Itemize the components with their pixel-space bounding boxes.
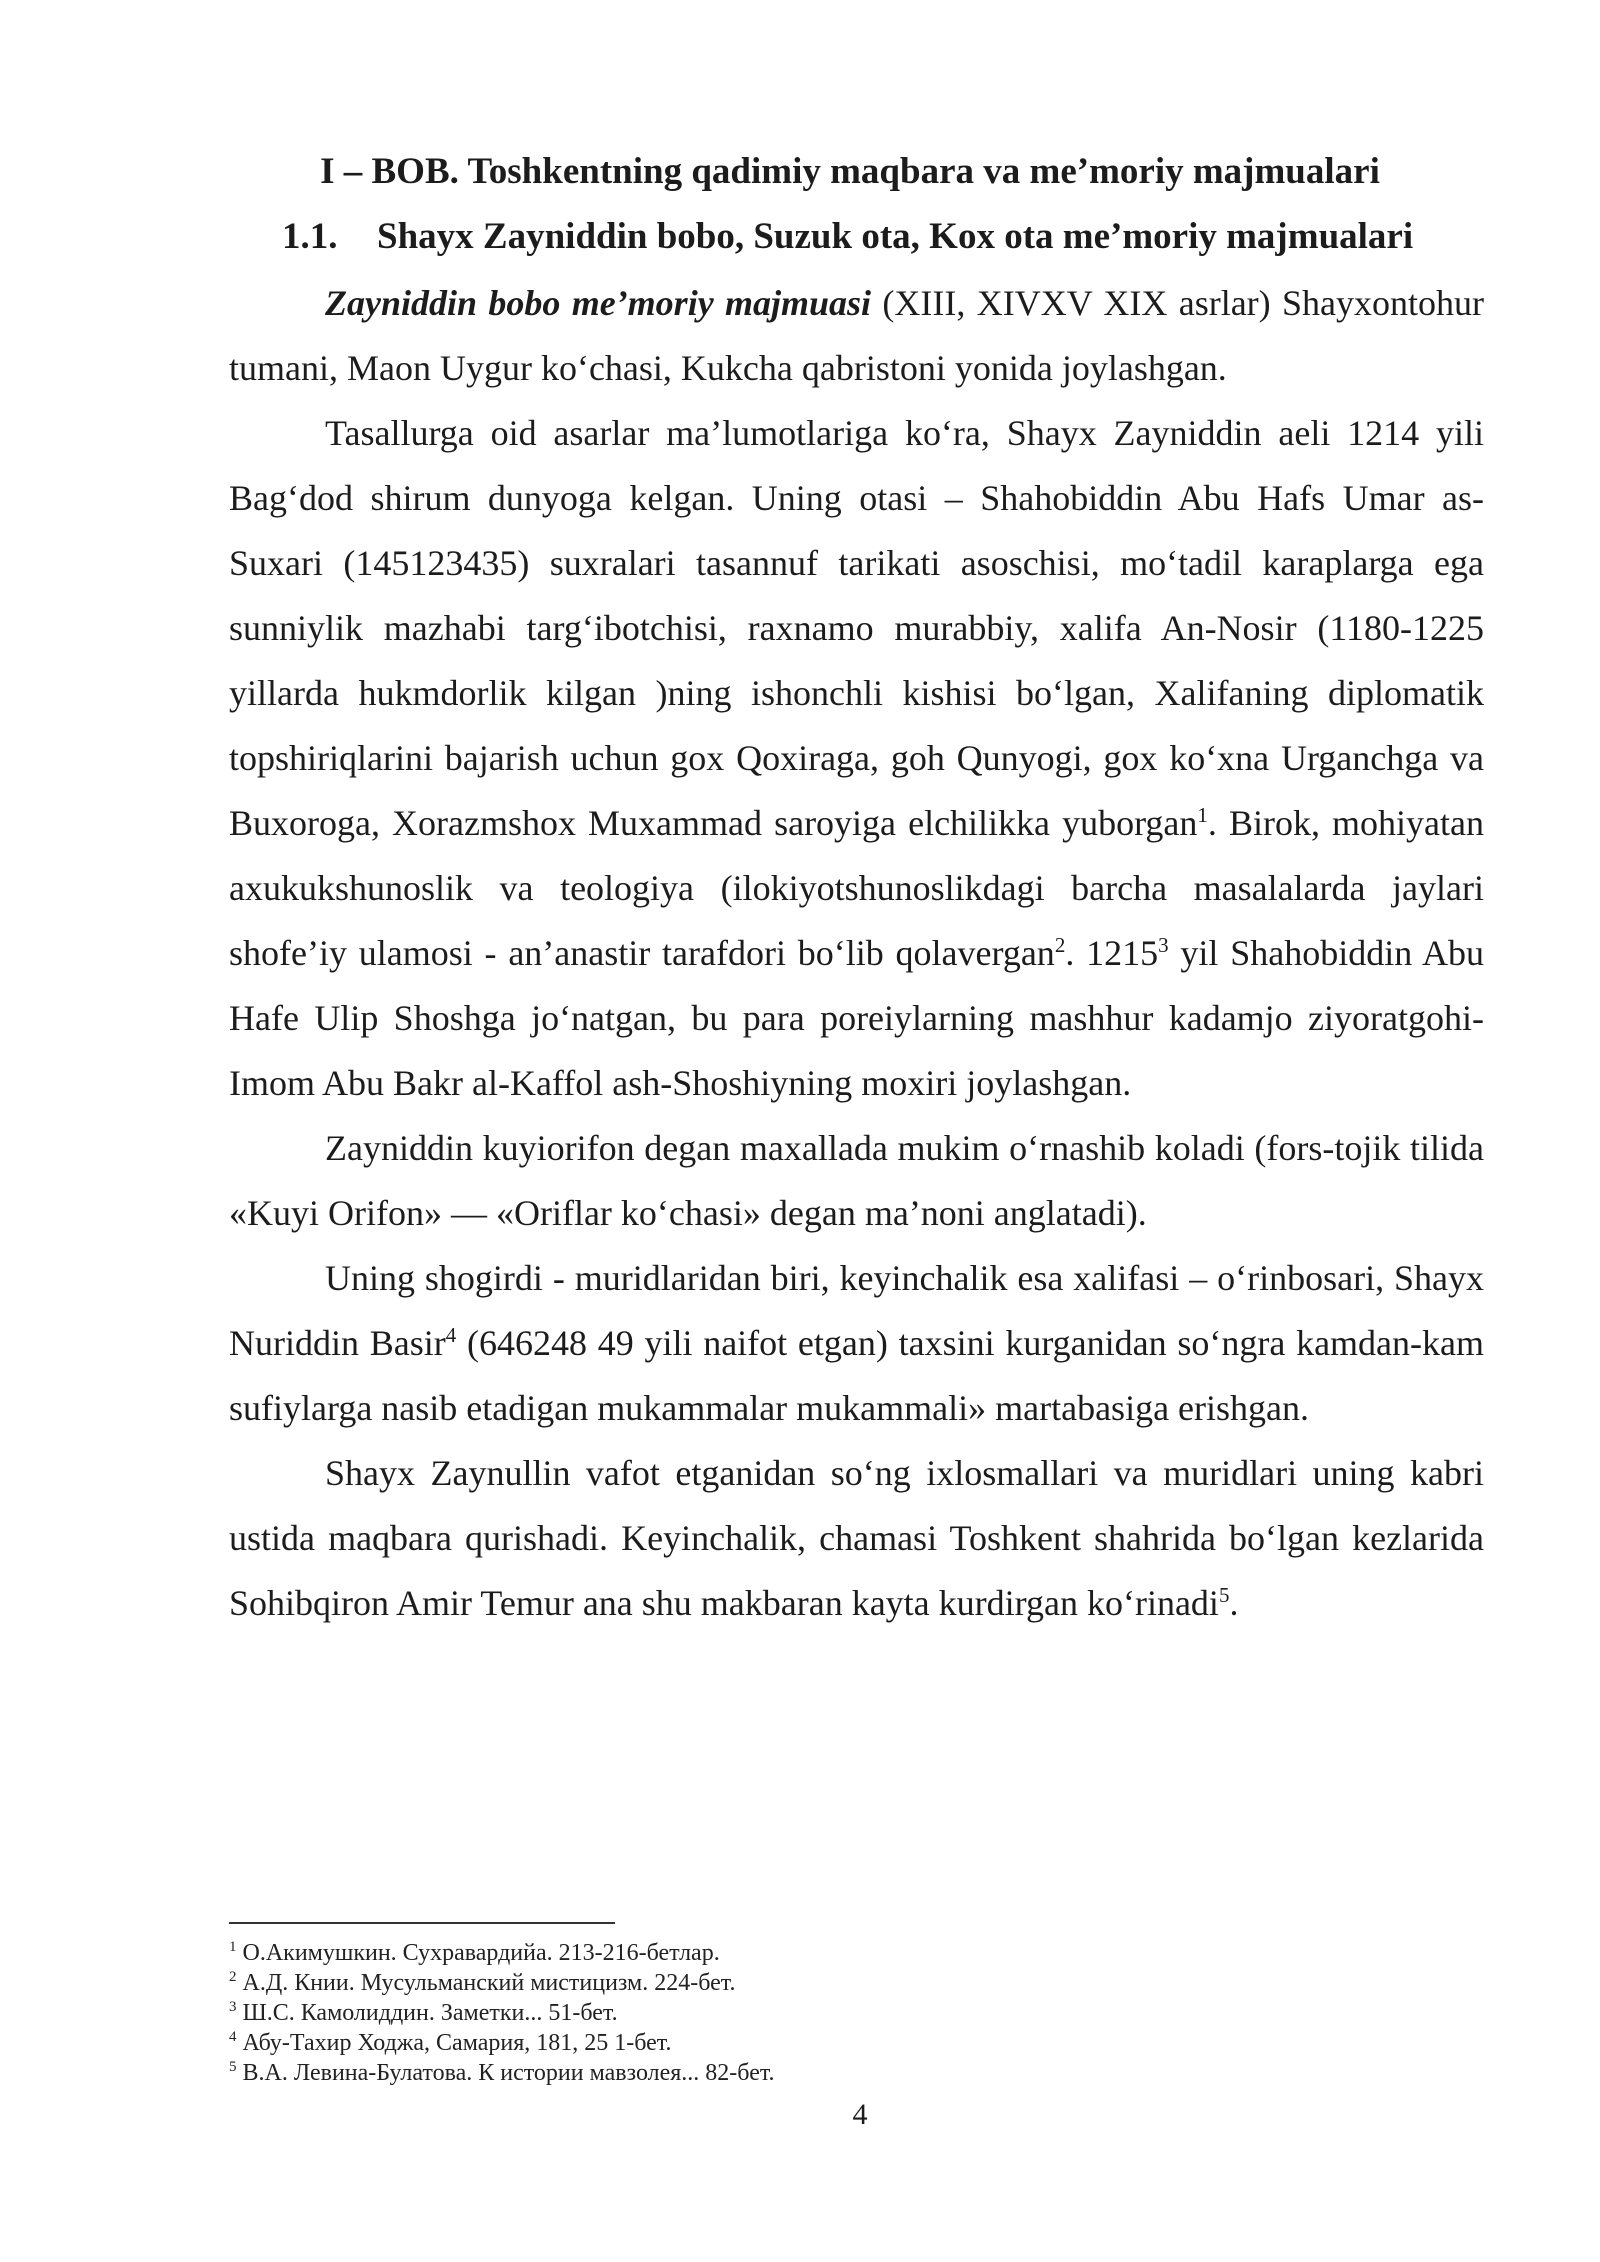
paragraph-2-text-d: yil Shahobiddin Abu Hafe Ulip Shoshga jo‘natgan, bu para poreiylarning mashhur kadamjo ziyoratgohi-Imom Abu Bakr al-Kaffol ash-Shoshiyning moxiri joylashgan. [229,933,1484,1103]
paragraph-1-text: (XIII, XIVXV XIX asrlar) Shayxontohur tumani, Maon Uygur ko‘chasi, Kukcha qabristoni yonida joylashgan. [229,283,1484,388]
paragraph-5 [229,1441,1484,1636]
section-heading [282,215,1413,258]
chapter-heading: I – BOB. Toshkentning qadimiy maqbara va me’moriy majmualari [320,151,1380,192]
paragraph-2-text-c: . 1215 [1065,933,1159,973]
paragraph-4-text-b: (646248 49 yili naifot etgan) taxsini kurganidan so‘ngra kamdan-kam sufiylarga nasib etadigan mukammalar mukammali» martabasiga erishgan. [229,1323,1484,1428]
footnote-3-number: 3 [229,1999,237,2015]
paragraph-2-text-a: Tasallurga oid asarlar ma’lumotlariga ko‘ra, Shayx Zayniddin aeli 1214 yili Bag‘dod shirum dunyoga kelgan. Uning otasi – Shahobiddin Abu Hafs Umar as-Suxari (145123435) suxralari tasannuf tarikati asoschisi, mo‘tadil karaplarga ega sunniylik mazhabi targ‘ibotchisi, raxnamo murabbiy, xalifa An-Nosir (1180-1225 yillarda hukmdorlik kilgan )ning ishonchli kishisi bo‘lgan, Xalifaning diplomatik topshiriqlarini bajarish uchun gox Qoxiraga, goh Qunyogi, gox ko‘xna Urganchga va Buxoroga, Xorazmshox Muxammad saroyiga elchilikka yuborgan [229,413,1484,843]
section-number: 1.1. [282,216,338,257]
footnote-3 [229,1998,1129,2028]
footnote-ref-1[interactable]: 1 [1197,803,1208,827]
paragraph-4-text-a: Uning shogirdi - muridlaridan biri, keyinchalik esa xalifasi – o‘rinbosari, Shayx Nuriddin Basir [229,1258,1484,1363]
footnote-ref-2[interactable]: 2 [1054,933,1066,957]
footnote-separator [229,1922,615,1924]
footnote-4 [229,2028,1129,2058]
footnote-5-number: 5 [229,2059,237,2075]
footnotes [229,1938,1129,2088]
footnote-5-text: В.А. Левина-Булатова. К истории мавзолея... 82-бет. [242,2060,775,2086]
footnote-3-text: Ш.С. Камолиддин. Заметки... 51-бет. [242,2000,618,2026]
footnote-2-text: А.Д. Книи. Мусульманский мистицизм. 224-бет. [242,1970,736,1996]
paragraph-4 [229,1246,1484,1441]
section-title: Shayx Zayniddin bobo, Suzuk ota, Kox ota me’moriy majmualari [377,216,1414,257]
footnote-1 [229,1938,1129,1968]
paragraph-1-emphasis: Zayniddin bobo me’moriy majmuasi [325,283,872,323]
body-text [229,271,1484,1636]
footnote-ref-5[interactable]: 5 [1218,1583,1230,1607]
paragraph-5-text-b: . [1229,1583,1239,1623]
footnote-1-text: О.Акимушкин. Сухравардийа. 213-216-бетлар. [242,1940,720,1966]
paragraph-2 [229,401,1484,1116]
footnote-4-text: Абу-Тахир Ходжа, Самария, 181, 25 1-бет. [242,2030,672,2056]
paragraph-3: Zayniddin kuyiorifon degan maxallada mukim o‘rnashib koladi (fors-tojik tilida «Kuyi Orifon» — «Oriflar ko‘chasi» degan ma’noni anglatadi). [229,1128,1484,1233]
footnote-1-number: 1 [229,1939,237,1955]
footnote-4-number: 4 [229,2029,237,2045]
page-number: 4 [852,2098,868,2131]
footnote-ref-4[interactable]: 4 [445,1323,457,1347]
paragraph-5-text-a: Shayx Zaynullin vafot etganidan so‘ng ixlosmallari va muridlari uning kabri ustida maqbara qurishadi. Keyinchalik, chamasi Toshkent shahrida bo‘lgan kezlarida Sohibqiron Amir Temur ana shu makbaran kayta kurdirgan ko‘rinadi [229,1453,1484,1623]
paragraph-2-text-b: . Birok, mohiyatan axukukshunoslik va teologiya (ilokiyotshunoslikdagi barcha masalalarda jaylari shofe’iy ulamosi - an’anastir tarafdori bo‘lib qolavergan [229,803,1485,973]
paragraph-1 [229,271,1484,401]
footnote-2 [229,1968,1129,1998]
footnote-5 [229,2058,1129,2088]
footnote-ref-3[interactable]: 3 [1158,933,1169,957]
footnote-2-number: 2 [229,1969,237,1985]
